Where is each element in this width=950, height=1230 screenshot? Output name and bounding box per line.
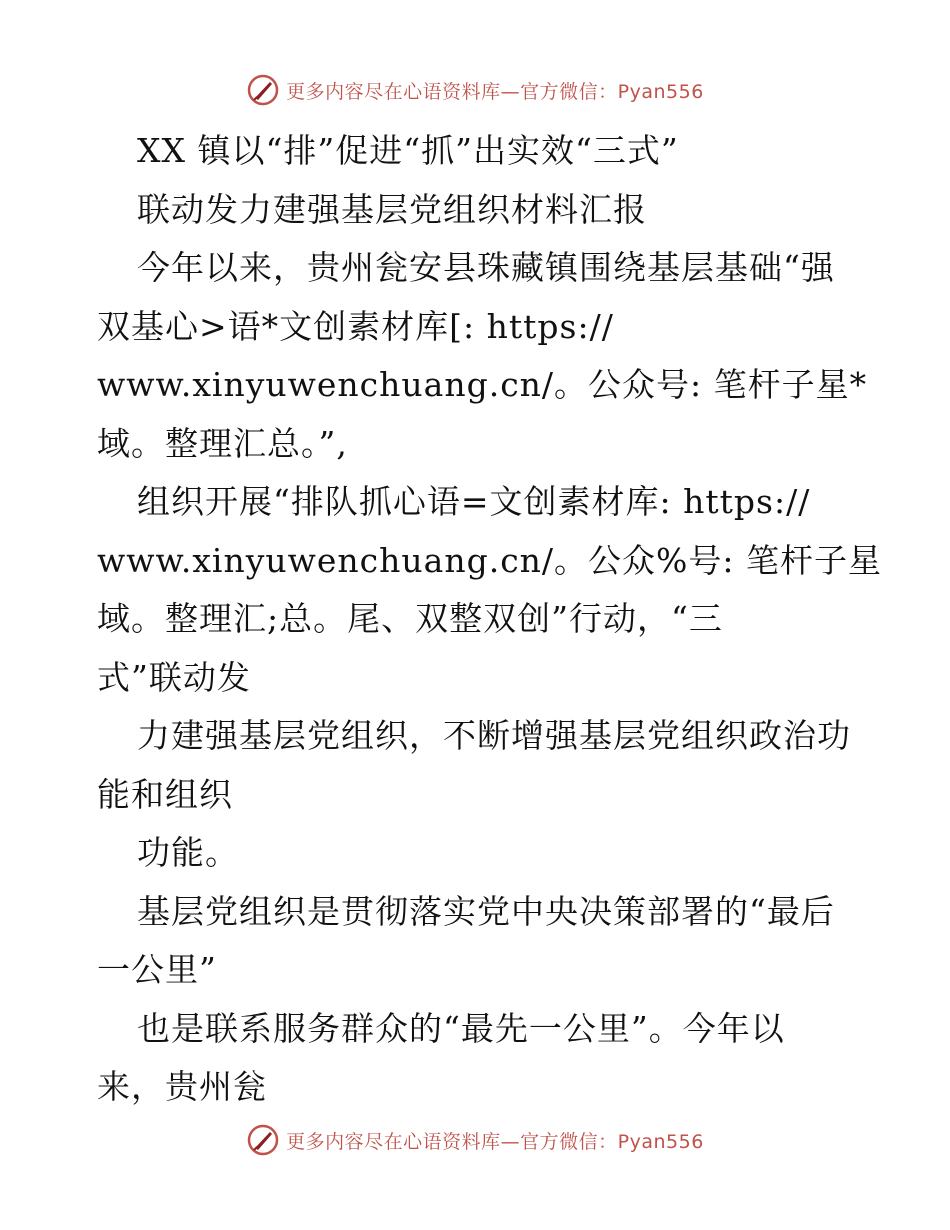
quill-logo-icon (246, 73, 280, 107)
text-line: XX 镇以“排”促进“抓”出实效“三式” (137, 131, 679, 170)
text-line: 也是联系服务群众的“最先一公里”。今年以 (137, 1008, 785, 1048)
text-line: 来，贵州瓮 (97, 1067, 267, 1106)
text-line: 双基心>语*文创素材库[: https:// (97, 306, 614, 346)
text-line: 域。整理汇总。”, (97, 423, 348, 463)
header-banner-text: 更多内容尽在心语资料库—官方微信：Pyan556 (286, 80, 704, 103)
text-line: 组织开展“排队抓心语=文创素材库: https:// (137, 482, 811, 521)
text-line: 式”联动发 (97, 657, 251, 697)
text-line: 基层党组织是贯彻落实党中央决策部署的“最后 (137, 891, 835, 931)
header-banner (0, 70, 950, 110)
text-line: 域。整理汇;总。尾、双整双创”行动，“三 (97, 599, 723, 638)
footer-banner-text: 更多内容尽在心语资料库—官方微信：Pyan556 (286, 1130, 704, 1153)
text-line: 一公里” (97, 950, 217, 989)
text-line: www.xinyuwenchuang.cn/。公众号: 笔杆子星* (97, 365, 868, 404)
quill-logo-icon (246, 1123, 280, 1157)
text-line: 能和组织 (97, 774, 233, 814)
text-line: www.xinyuwenchuang.cn/。公众%号: 笔杆子星 (97, 540, 883, 580)
text-line: 今年以来，贵州瓮安县珠藏镇围绕基层基础“强 (137, 248, 835, 287)
text-line: 联动发力建强基层党组织材料汇报 (137, 189, 647, 229)
footer-banner (0, 1120, 950, 1160)
text-line: 功能。 (137, 833, 239, 872)
text-line: 力建强基层党组织，不断增强基层党组织政治功 (137, 716, 851, 755)
document-body (97, 122, 883, 1117)
